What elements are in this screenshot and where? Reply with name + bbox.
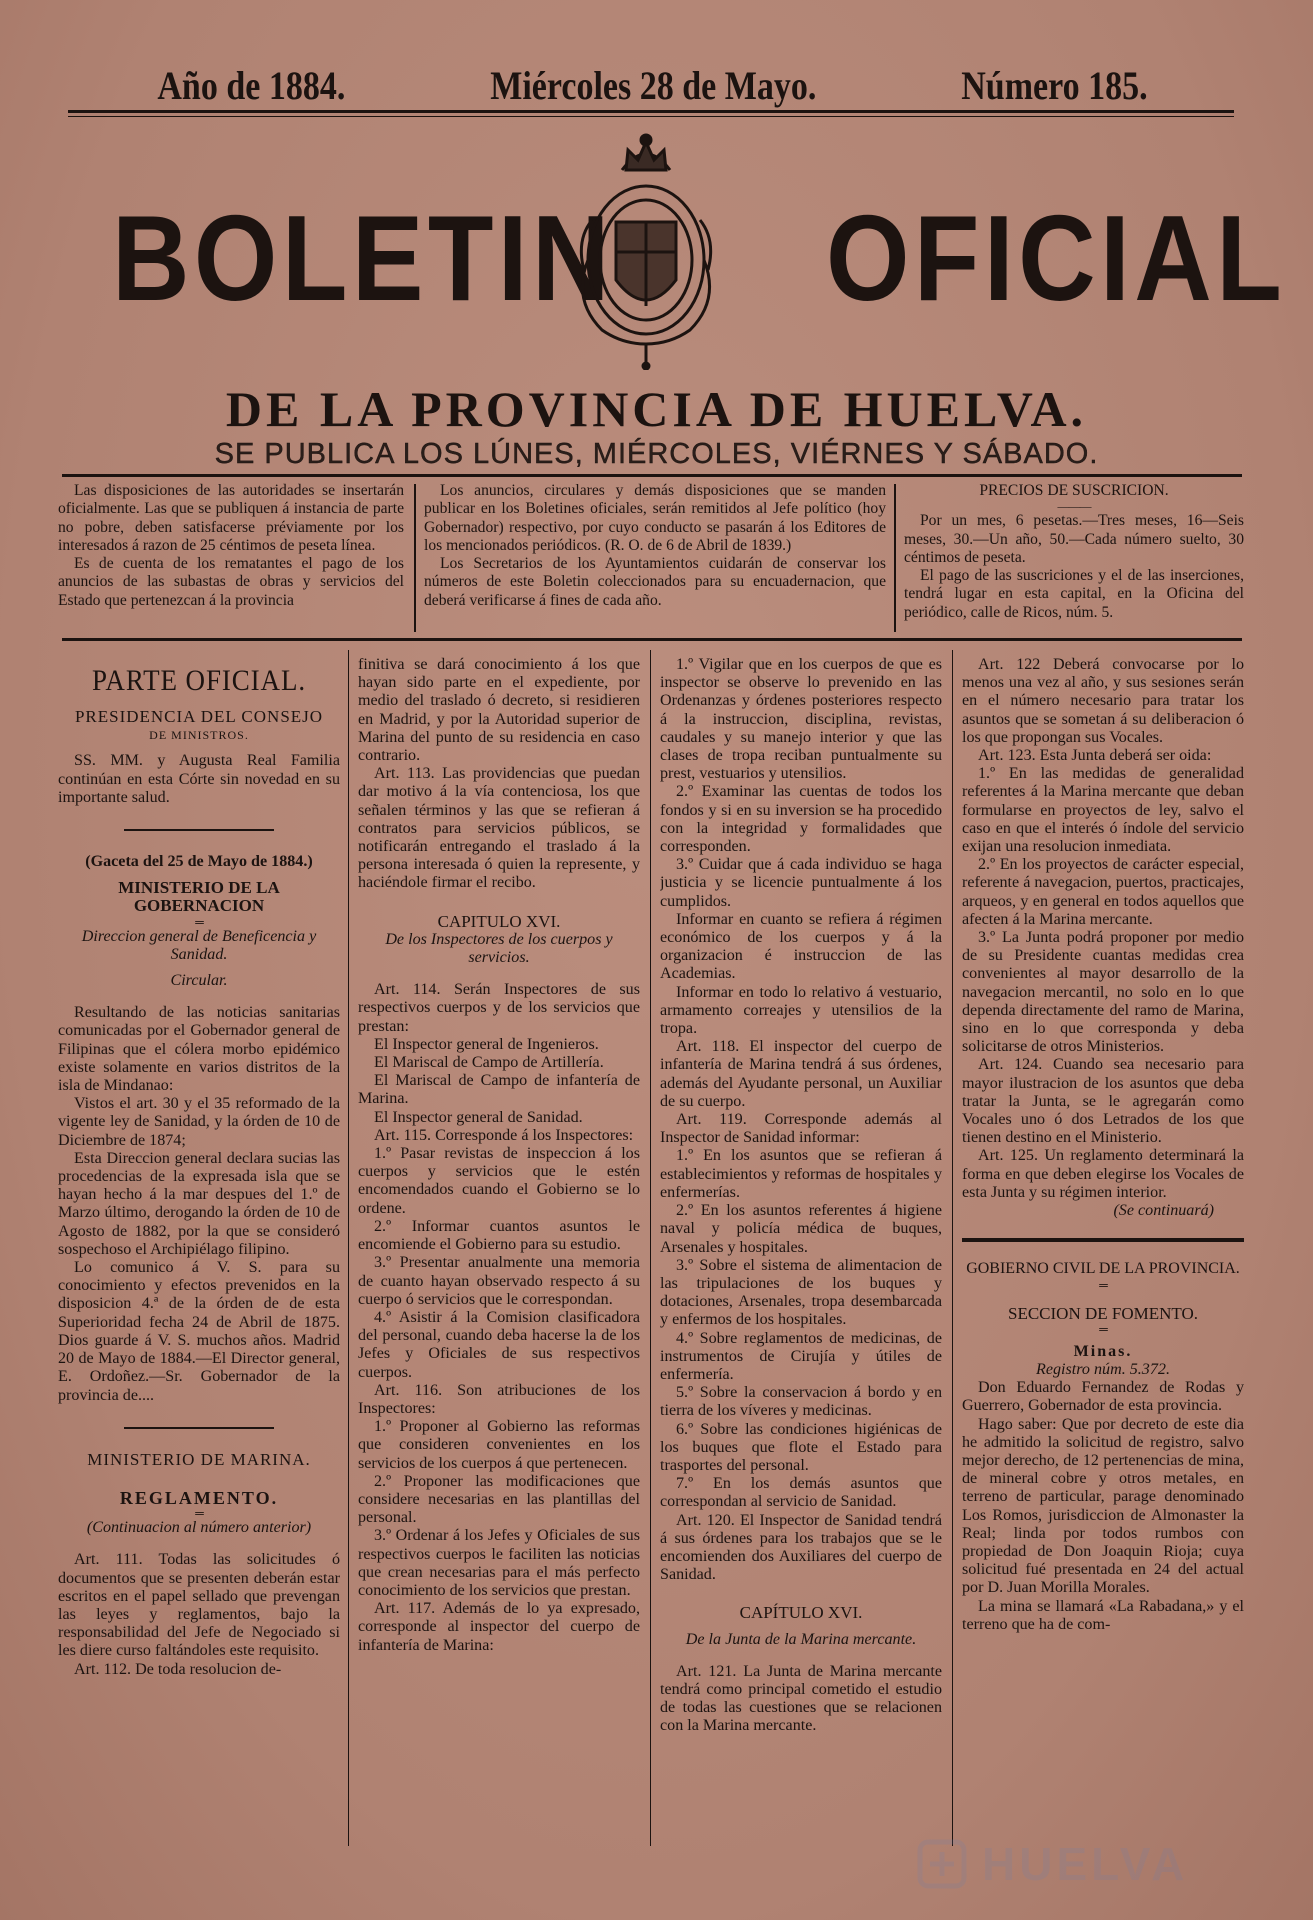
paragraph: 3.º La Junta podrá proponer por medio de su Presidente cuantas medidas crea convenientes al mayor desarrollo de la navegacion mercantil, no solo en lo que dependa directamente del ramo de Marina, sino en lo que corresponda y deba solicitarse de otros Ministerios. [962,929,1244,1056]
minas-heading: Minas. [1073,1342,1133,1360]
publication-subtitle: DE LA PROVINCIA DE HUELVA. [225,381,1088,437]
notice-text: Por un mes, 6 pesetas.—Tres meses, 16—Seis meses, 30.—Un año, 50.—Cada número suelto, 30 céntimos de peseta. [904,512,1244,566]
watermark-logo-icon [912,1834,972,1894]
paragraph: 3.º Cuidar que á cada individuo se haga justicia y se licencie puntualmente á los cumplidos. [660,856,942,910]
paragraph: El Inspector general de Sanidad. [374,1108,583,1126]
paragraph: Hago saber: Que por decreto de este dia he admitido la solicitud de registro, salvo mejor derecho, de 12 pertenencias de mina, de mineral cobre y otros metales, en terreno de particular, parage denominado Los Romos, jurisdiccion de Almonaster la Real; linda por todos rumbos con propiedad de Don Joaquin Rioja; cuya solicitud fué presentada en 24 del actual por D. Juan Morilla Morales. [962,1415,1244,1597]
column-divider [952,650,953,1846]
paragraph: La mina se llamará «La Rabadana,» y el terreno que ha de com- [962,1597,1244,1633]
column-divider [348,650,349,1846]
chapter-subheading: De los Inspectores de los cuerpos y servicios. [385,930,613,967]
masthead-rule [68,110,1234,113]
paragraph: 7.º En los demás asuntos que correspondan al servicio de Sanidad. [660,1475,942,1511]
column-divider [414,484,416,632]
paragraph: Art. 117. Además de lo ya expresado, corresponde al inspector del cuerpo de infantería de Marina: [358,1600,640,1654]
paragraph: Art. 113. Las providencias que puedan dar motivo á la vía contenciosa, los que señalen términos y las que se refieran á contratos para servicios públicos, se notificarán entregando el traslado á la persona interesada ó quien la represente, y haciéndole firmar el recibo. [358,765,640,892]
gobierno-heading: GOBIERNO CIVIL DE LA PROVINCIA. [966,1260,1240,1278]
paragraph: Vistos el art. 30 y el 35 reformado de la vigente ley de Sanidad, y la órden de 10 de Diciembre de 1874; [58,1095,340,1149]
separator: ═ [195,914,203,929]
seccion-heading: SECCION DE FOMENTO. [1007,1303,1198,1323]
paragraph: Informar en cuanto se refiera á régimen económico de los cuerpos y á la organizacion é instruccion de las Academias. [660,910,942,983]
presidencia-heading: PRESIDENCIA DEL CONSEJO [74,707,324,726]
masthead-top-line [157,58,1147,112]
gaceta-note: (Gaceta del 25 de Mayo de 1884.) [85,853,313,871]
paragraph: 4.º Asistir á la Comision clasificadora del personal, cuando deba hacerse la de los Jefes y Oficiales de sus respectivos cuerpos. [358,1308,640,1381]
ministerio-marina-heading: MINISTERIO DE MARINA. [87,1449,311,1469]
column-1 [58,656,340,1844]
paragraph: Art. 112. De toda resolucion de- [74,1660,282,1678]
separator [962,1238,1244,1242]
notice-text: Es de cuenta de los rematantes el pago de los anuncios de las subastas de obras y servicios del Estado que pertenezcan á la provincia [58,555,404,609]
paragraph: Art. 118. El inspector del cuerpo de infantería de Marina tendrá á sus órdenes, además del Ayudante personal, un Auxiliar de su cuerpo. [660,1038,942,1110]
notice-right [904,482,1244,634]
paragraph: Art. 124. Cuando sea necesario para mayor ilustracion de los asuntos que deba tratar la Junta, se le agregarán como Vocales uno ó dos Letrados de los que tienen destino en el Ministerio. [962,1056,1244,1147]
chapter-subheading: De la Junta de la Marina mercante. [685,1630,917,1648]
separator: ═ [195,1506,203,1521]
paragraph: Don Eduardo Fernandez de Rodas y Guerrero, Gobernador de esta provincia. [962,1379,1244,1415]
watermark-text: HUELVA [982,1838,1189,1890]
paragraph: Informar en todo lo relativo á vestuario, armamento correajes y utensilios de la tropa. [660,983,942,1038]
notice-left [58,482,404,634]
paragraph: El Mariscal de Campo de Artillería. [374,1054,604,1072]
paragraph: Art. 115. Corresponde á los Inspectores: [374,1126,634,1144]
notice-text: Los Secretarios de los Ayuntamientos cuidarán de conservar los números de este Boletin coleccionados para su encuadernacion, que deberá verificarse á fines de cada año. [424,555,886,609]
notice-text: El pago de las suscriciones y el de las inserciones, tendrá lugar en esta capital, en la Oficina del periódico, calle de Ricos, núm. 5. [904,567,1244,621]
notice-middle [424,482,886,634]
separator: ——— [1057,499,1091,514]
paragraph: Art. 123. Esta Junta deberá ser oida: [978,747,1212,765]
paragraph: 6.º Sobre las condiciones higiénicas de los buques que flote el Estado para trasportes del personal. [660,1420,942,1474]
paragraph: Lo comunico á V. S. para su conocimiento y efectos prevenidos en la disposicion 4.ª de la órden de de esta Superioridad fecha 24 de Abril de 1875. Dios guarde á V. S. muchos años. Madrid 20 de Mayo de 1884.—El Director general, E. Ordoñez.—Sr. Gobernador de la provincia de.... [58,1259,340,1404]
notice-text: Las disposiciones de las autoridades se insertarán oficialmente. Las que se publiquen á instancia de parte no pobre, deben satisfacerse préviamente por los interesados á razon de 25 céntimos de peseta línea. [58,482,404,554]
coat-of-arms-icon [562,130,730,370]
paragraph: 1.º En los asuntos que se refieran á establecimientos y reformas de hospitales y enfermerías. [660,1147,942,1201]
paragraph: 1.º Proponer al Gobierno las reformas que consideren convenientes en los servicios de los cuerpos á que pertenecen. [358,1418,640,1472]
title-left: BOLETIN [112,190,614,326]
separator [124,829,274,831]
paragraph: 3.º Ordenar á los Jefes y Oficiales de sus respectivos cuerpos le faciliten las noticias que crean necesarias para el más perfecto conocimiento de los servicios que prestan. [358,1527,640,1599]
separator: ═ [1099,1321,1107,1336]
paragraph: 1.º Vigilar que en los cuerpos de que es inspector se observe lo prevenido en las Ordenanzas y órdenes posteriores respecto á la instruccion, disciplina, revistas, caudales y su manejo interior y que las clases de tropa reciban puntualmente su prest, vestuarios y utensilios. [660,656,942,783]
separator: ═ [1099,1277,1107,1292]
paragraph: Art. 121. La Junta de Marina mercante tendrá como principal cometido el estudio de todas las cuestiones que se relacionen con la Marina mercante. [660,1662,942,1735]
paragraph: 2.º Examinar las cuentas de todos los fondos y si en su inversion se ha procedido con la integridad y formalidades que corresponden. [660,783,942,856]
paragraph: Art. 125. Un reglamento determinará la forma en que deben elegirse los Vocales de esta Junta y su régimen interior. [962,1147,1244,1201]
continuara-note: (Se continuará) [1113,1202,1214,1220]
masthead-rule-thin [68,116,1234,117]
section-heading: PARTE OFICIAL. [91,664,307,697]
publication-schedule: SE PUBLICA LOS LÚNES, MIÉRCOLES, VIÉRNES Y SÁBADO. [214,438,1099,470]
separator [124,1427,274,1429]
paragraph: 1.º Pasar revistas de inspeccion á los cuerpos y servicios que le estén encomendados cuando el Gobierno se lo ordene. [358,1145,640,1217]
paragraph: SS. MM. y Augusta Real Familia continúan en esta Córte sin novedad en su importante salud. [58,752,340,806]
continuacion-note: (Continuacion al número anterior) [86,1519,312,1537]
paragraph: 2.º En los asuntos referentes á higiene naval y policía médica de buques, Arsenales y hospitales. [660,1202,942,1256]
paragraph: 2.º Informar cuantos asuntos le encomiende el Gobierno para su estudio. [358,1217,640,1254]
paragraph: finitiva se dará conocimiento á los que hayan sido parte en el expediente, por medio del traslado ó decreto, si residieren en Madrid, y por la Autoridad superior de Marina del punto de su residencia en caso contrario. [358,656,640,765]
paragraph: Esta Direccion general declara sucias las procedencias de la expresada isla que se hayan hecho á la mar despues del 1.º de Marzo último, derogando la órden de 10 de Agosto de 1882, por la que se consideró sospechoso el Archipiélago filipino. [58,1149,340,1258]
chapter-heading: CAPÍTULO XVI. [739,1603,863,1623]
issue-date: Miércoles 28 de Mayo. [490,62,817,108]
chapter-heading: CAPITULO XVI. [437,911,561,931]
archive-watermark [912,1828,1252,1900]
column-divider [894,484,896,632]
paragraph: 1.º En las medidas de generalidad referentes á la Marina mercante que deban formularse en proyectos de ley, salvo el caso en que el interés ó índole del servicio exijan una resolucion inmediata. [962,765,1244,856]
column-divider [650,650,651,1846]
title-right: OFICIAL [826,190,1287,326]
paragraph: 5.º Sobre la conservacion á bordo y en tierra de los víveres y medicinas. [660,1384,942,1420]
paragraph: Art. 120. El Inspector de Sanidad tendrá á sus órdenes para los trabajos que se le encomienden dos Auxiliares del cuerpo de Sanidad. [660,1511,942,1584]
paragraph: Art. 114. Serán Inspectores de sus respectivos cuerpos y de los servicios que prestan: [358,981,640,1035]
column-3 [660,656,942,1844]
paragraph: 2.º En los proyectos de carácter especial, referente á navegacion, puertos, practicajes, arqueos, y en general en todos aquellos que afecten á la Marina mercante. [962,856,1244,928]
registro-heading: Registro núm. 5.372. [1036,1360,1170,1378]
ministerio-heading: MINISTERIO DE LA GOBERNACION [118,878,280,916]
subscription-heading: PRECIOS DE SUSCRICION. [979,482,1169,499]
paragraph: Art. 116. Son atribuciones de los Inspectores: [358,1381,640,1417]
ministros-heading: DE MINISTROS. [149,728,249,743]
circular-heading: Circular. [170,972,228,990]
issue-year: Año de 1884. [157,62,346,108]
column-2 [358,656,640,1844]
reglamento-heading: REGLAMENTO. [119,1487,279,1508]
paragraph: Art. 111. Todas las solicitudes ó documentos que se presenten deberán estar escritos en el papel sellado que prevengan las leyes y reglamentos, bajo la responsabilidad del Jefe de Negociado si les diere curso faltándoles este requisito. [58,1551,340,1660]
paragraph: Resultando de las noticias sanitarias comunicadas por el Gobernador general de Filipinas que el cólera morbo epidémico existe solamente en varios distritos de la isla de Mindanao: [58,1004,340,1095]
paragraph: El Inspector general de Ingenieros. [374,1035,599,1053]
paragraph: Art. 119. Corresponde además al Inspector de Sanidad informar: [660,1111,942,1147]
paragraph: 3.º Presentar anualmente una memoria de cuanto hayan observado respecto á su cuerpo ó servicios que le correspondan. [358,1254,640,1308]
issue-number: Número 185. [961,62,1148,108]
paragraph: El Mariscal de Campo de infantería de Marina. [358,1072,640,1108]
notice-text: Los anuncios, circulares y demás disposiciones que se manden publicar en los Boletines oficiales, serán remitidos al Jefe político (hoy Gobernador) respectivo, por cuyo conducto se pasarán á los Editores de los mencionados periódicos. (R. O. de 6 de Abril de 1839.) [424,482,886,554]
paragraph: 3.º Sobre el sistema de alimentacion de las tripulaciones de los buques y dotaciones, Arsenales, tropa desembarcada y enfermos de los hospitales. [660,1256,942,1329]
paragraph: 4.º Sobre reglamentos de medicinas, de instrumentos de Cirujía y útiles de enfermería. [660,1329,942,1383]
direccion-heading: Direccion general de Beneficencia y Sanidad. [81,927,317,963]
notices-bottom-rule [62,638,1242,641]
paragraph: Art. 122 Deberá convocarse por lo menos una vez al año, y sus sesiones serán en el número necesario para tratar los asuntos que se sometan á su deliberacion ó los que propongan sus Vocales. [962,656,1244,746]
paragraph: 2.º Proponer las modificaciones que considere necesarias en las plantillas del personal. [358,1472,640,1527]
column-4 [962,656,1244,1844]
notices-top-rule [62,474,1242,477]
